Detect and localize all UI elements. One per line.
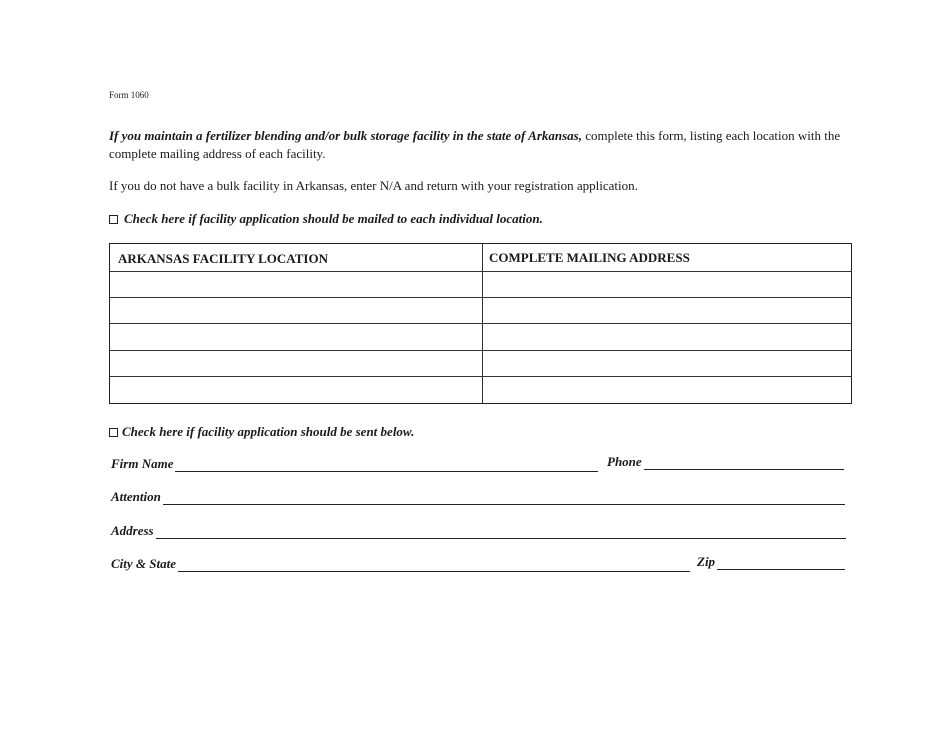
mail-each-location-option xyxy=(109,211,543,227)
facility-location-cell[interactable] xyxy=(110,351,483,377)
intro-emphasis: If you maintain a fertilizer blending and/or bulk storage facility in the state of Arkansas, xyxy=(109,128,582,143)
firm-name-label: Firm Name xyxy=(111,456,174,471)
mailing-address-cell[interactable] xyxy=(483,298,851,324)
header-facility-location: ARKANSAS FACILITY LOCATION xyxy=(110,244,483,272)
facility-location-cell[interactable] xyxy=(110,298,483,324)
phone-label: Phone xyxy=(607,454,642,469)
city-state-label: City & State xyxy=(111,556,176,571)
address-field xyxy=(111,523,846,539)
mail-each-location-label: Check here if facility application should be mailed to each individual location. xyxy=(124,211,543,226)
send-below-label: Check here if facility application should be sent below. xyxy=(122,424,415,439)
intro-rest: complete this form, listing each location with the complete mailing address of each facility. xyxy=(109,128,841,161)
header-mailing-address: COMPLETE MAILING ADDRESS xyxy=(483,244,851,272)
attention-input-line[interactable] xyxy=(163,491,845,505)
send-below-checkbox[interactable] xyxy=(109,428,118,437)
mailing-address-cell[interactable] xyxy=(483,377,851,403)
facility-location-cell[interactable] xyxy=(110,377,483,403)
intro-paragraph xyxy=(109,127,849,163)
attention-label: Attention xyxy=(111,489,161,504)
zip-label: Zip xyxy=(697,554,716,569)
mail-each-location-checkbox[interactable] xyxy=(109,215,118,224)
zip-input-line[interactable] xyxy=(717,556,845,570)
phone-field xyxy=(607,454,844,470)
zip-field xyxy=(697,554,845,570)
address-input-line[interactable] xyxy=(156,525,846,539)
firm-name-input-line[interactable] xyxy=(175,458,598,472)
firm-name-field xyxy=(111,456,598,472)
facility-location-cell[interactable] xyxy=(110,324,483,350)
attention-field xyxy=(111,489,845,505)
no-bulk-instruction: If you do not have a bulk facility in Arkansas, enter N/A and return with your registration application. xyxy=(109,178,638,193)
facility-location-cell[interactable] xyxy=(110,272,483,298)
city-state-field xyxy=(111,556,690,572)
mailing-address-cell[interactable] xyxy=(483,351,851,377)
send-below-option xyxy=(109,424,414,440)
phone-input-line[interactable] xyxy=(644,456,844,470)
mailing-address-cell[interactable] xyxy=(483,272,851,298)
address-label: Address xyxy=(111,523,154,538)
facility-table xyxy=(109,243,852,404)
city-state-input-line[interactable] xyxy=(178,558,690,572)
form-number: Form 1060 xyxy=(109,90,149,100)
mailing-address-cell[interactable] xyxy=(483,324,851,350)
